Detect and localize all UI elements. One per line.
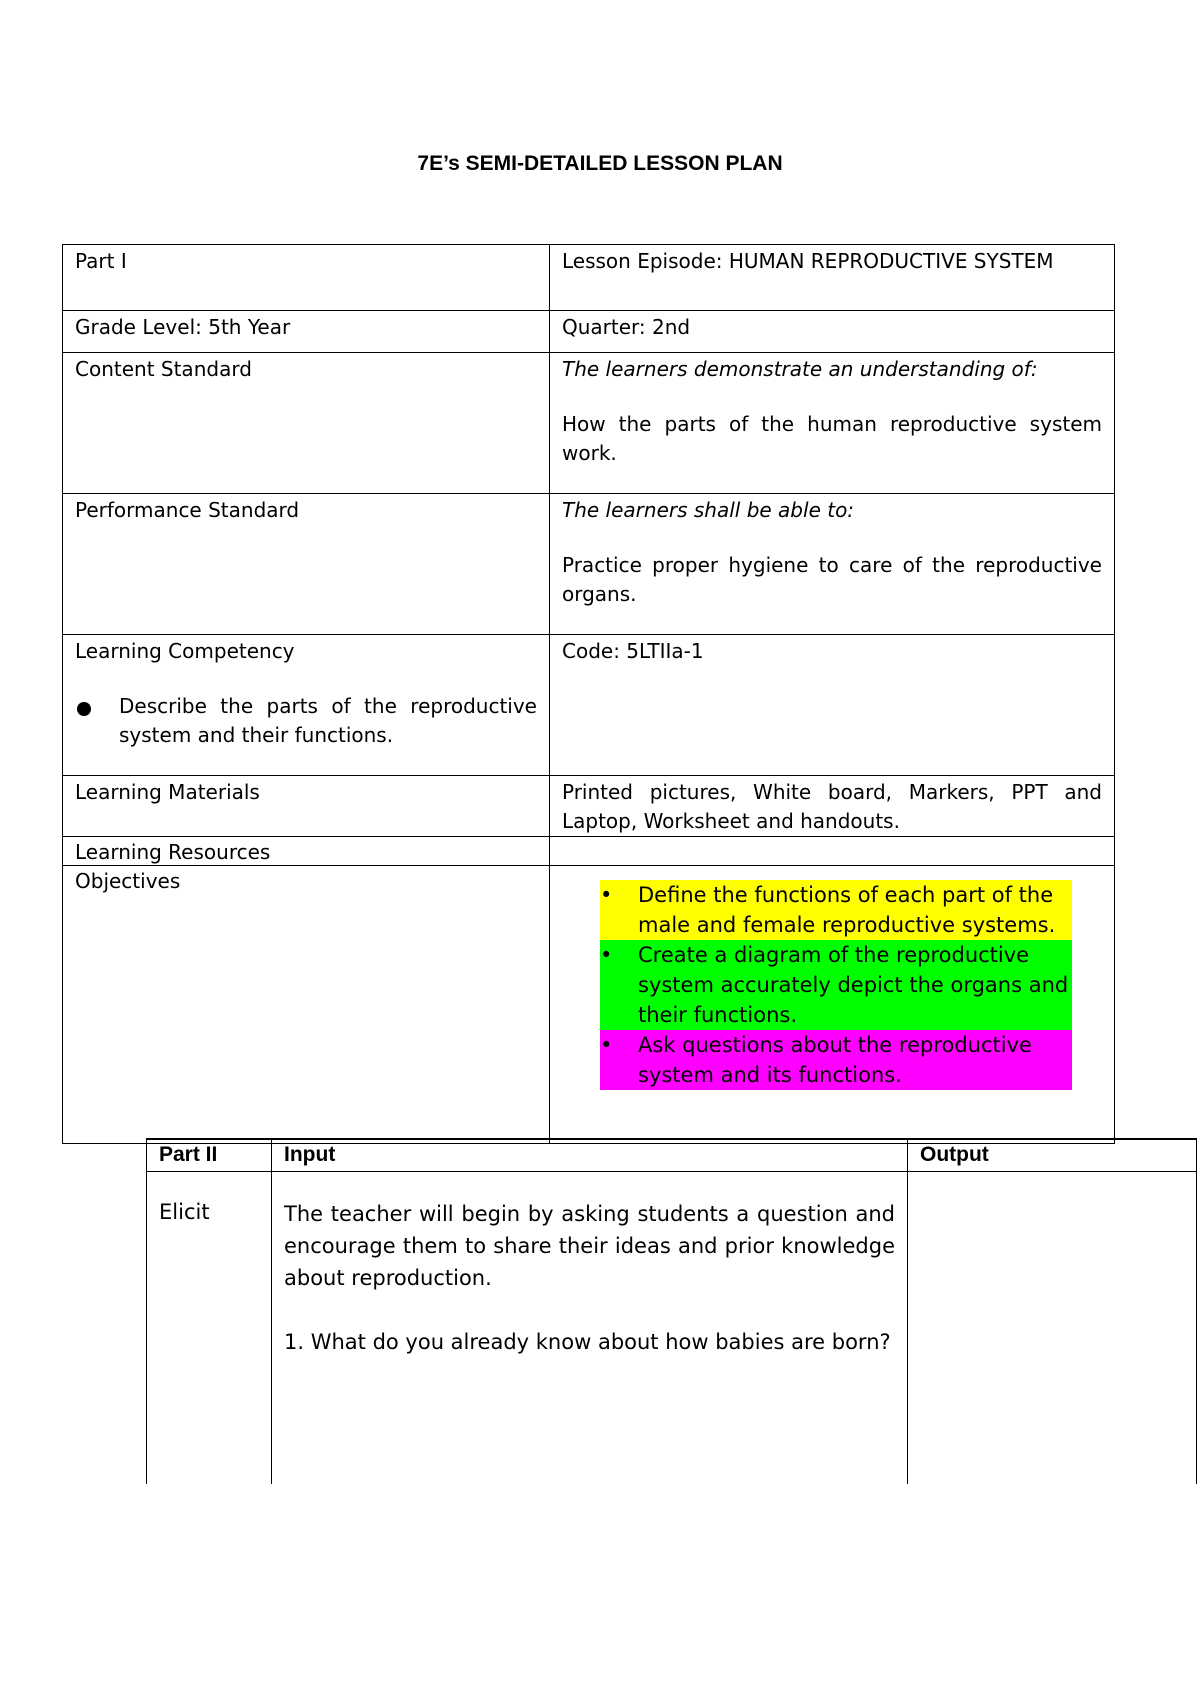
table-row: [63, 837, 1115, 866]
learning-materials-text: Printed pictures, White board, Markers, PPT and Laptop, Worksheet and handouts.: [550, 776, 1115, 837]
column-header-input: Input: [272, 1139, 908, 1171]
competency-code: Code: 5LTIIa-1: [550, 635, 1115, 776]
bullet-icon: •: [600, 880, 638, 940]
table-header-row: [147, 1139, 1197, 1171]
content-standard-intro: The learners demonstrate an understanding of:: [562, 357, 1038, 381]
table-row: [63, 776, 1115, 837]
learning-materials-label: Learning Materials: [63, 776, 550, 837]
performance-standard-text: Practice proper hygiene to care of the reproductive organs.: [562, 553, 1102, 606]
input-cell: [272, 1171, 908, 1484]
objectives-cell: [550, 866, 1115, 1144]
objective-item: [600, 880, 1072, 940]
column-header-output: Output: [908, 1139, 1197, 1171]
input-paragraph: The teacher will begin by asking students a question and encourage them to share their ideas and prior knowledge about reproduction.: [284, 1201, 895, 1290]
bullet-icon: •: [600, 940, 638, 1030]
objectives-list: [562, 880, 1102, 1090]
input-question: 1. What do you already know about how babies are born?: [284, 1329, 891, 1354]
bullet-icon: [75, 692, 119, 750]
learning-competency-label: Learning Competency: [75, 639, 295, 663]
lesson-plan-part1-table: [62, 244, 1115, 1144]
table-row: [63, 311, 1115, 353]
table-row: [147, 1171, 1197, 1484]
column-header-part: Part II: [147, 1139, 272, 1171]
part-label: Part I: [63, 245, 550, 311]
objective-item: [600, 1030, 1072, 1090]
learning-competency-cell: [63, 635, 550, 776]
content-standard-text: How the parts of the human reproductive system work.: [562, 412, 1102, 465]
objective-text: Ask questions about the reproductive system and its functions.: [638, 1030, 1072, 1090]
performance-standard-cell: [550, 494, 1115, 635]
content-standard-cell: [550, 353, 1115, 494]
competency-bullet: [75, 692, 537, 750]
objective-text: Create a diagram of the reproductive system accurately depict the organs and their functions.: [638, 940, 1072, 1030]
table-row: [63, 494, 1115, 635]
quarter: Quarter: 2nd: [550, 311, 1115, 353]
table-row: [63, 635, 1115, 776]
performance-standard-intro: The learners shall be able to:: [562, 498, 855, 522]
competency-text: Describe the parts of the reproductive system and their functions.: [119, 694, 537, 747]
learning-resources-label: Learning Resources: [63, 837, 550, 866]
output-cell: [908, 1171, 1197, 1484]
bullet-icon: •: [600, 1030, 638, 1090]
objectives-label: Objectives: [63, 866, 550, 1144]
table-row: [63, 353, 1115, 494]
table-row: [63, 866, 1115, 1144]
learning-resources-value: [550, 837, 1115, 866]
lesson-plan-part2-table: [146, 1138, 1197, 1484]
content-standard-label: Content Standard: [63, 353, 550, 494]
grade-level: Grade Level: 5th Year: [63, 311, 550, 353]
phase-label: Elicit: [147, 1171, 272, 1484]
objective-item: [600, 940, 1072, 1030]
document-title: 7E’s SEMI-DETAILED LESSON PLAN: [417, 152, 783, 175]
objective-text: Define the functions of each part of the male and female reproductive systems.: [638, 880, 1072, 940]
table-row: [63, 245, 1115, 311]
performance-standard-label: Performance Standard: [63, 494, 550, 635]
lesson-episode: Lesson Episode: HUMAN REPRODUCTIVE SYSTEM: [550, 245, 1115, 311]
